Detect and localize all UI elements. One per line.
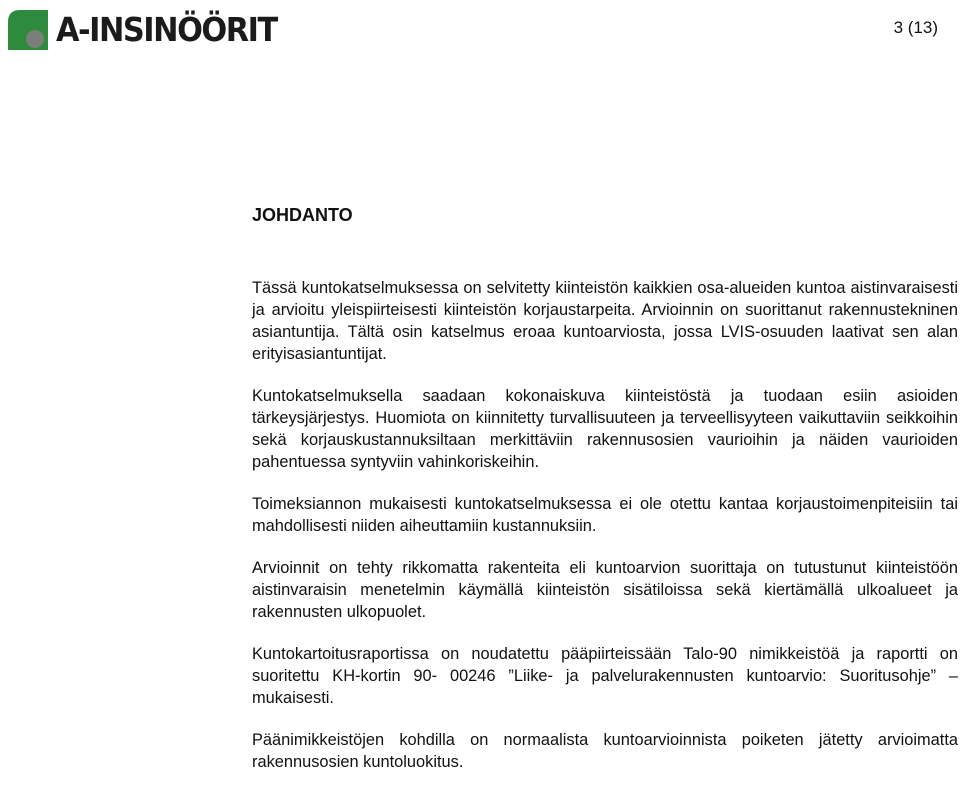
paragraph: Toimeksiannon mukaisesti kuntokatselmuksessa ei ole otettu kantaa korjaustoimenpiteisiin tai mahdollisesti niiden aiheuttamiin kustannuksiin. — [252, 495, 958, 535]
paragraph: Kuntokartoitusraportissa on noudatettu pääpiirteissään Talo-90 nimikkeistöä ja raportti on suoritettu KH-kortin 90- 00246 ”Liike- ja palvelurakennusten kuntoarvio: Suoritusohje” – mukaisesti. — [252, 645, 958, 707]
paragraph: Päänimikkeistöjen kohdilla on normaalista kuntoarvioinnista poiketen jätetty arvioimatta rakennusosien kuntoluokitus. — [252, 731, 958, 771]
logo-mark-icon — [8, 10, 48, 50]
paragraph: Kuntokatselmuksella saadaan kokonaiskuva kiinteistöstä ja tuodaan esiin asioiden tärkeysjärjestys. Huomiota on kiinnitetty turvallisuuteen ja terveellisyyteen vaikuttaviin seikkoihin sekä korjauskustannuksiltaan merkittäviin rakennusosien vaurioihin ja näiden vaurioiden pahentuessa syntyviin vahinkoriskeihin. — [252, 387, 958, 471]
logo-text: A-INSINÖÖRIT — [56, 10, 277, 49]
paragraph: Tässä kuntokatselmuksessa on selvitetty kiinteistön kaikkien osa-alueiden kuntoa aistinvaraisesti ja arvioitu yleispiirteisesti kiinteistön korjaustarpeita. Arvioinnin on suorittanut rakennustekninen asiantuntija. Tältä osin katselmus eroaa kuntoarviosta, jossa LVIS-osuuden laativat sen alan erityisasiantuntijat. — [252, 279, 958, 363]
section-title: JOHDANTO — [252, 205, 353, 225]
paragraph: Arvioinnit on tehty rikkomatta rakenteita eli kuntoarvion suorittaja on tutustunut kiinteistöön aistinvaraisin menetelmin käymällä kiinteistön sisätiloissa sekä kiertämällä ulkoalueet ja rakennusten ulkopuolet. — [252, 559, 958, 621]
page-number: 3 (13) — [893, 18, 938, 37]
section-body — [252, 277, 958, 793]
company-logo — [8, 8, 296, 52]
